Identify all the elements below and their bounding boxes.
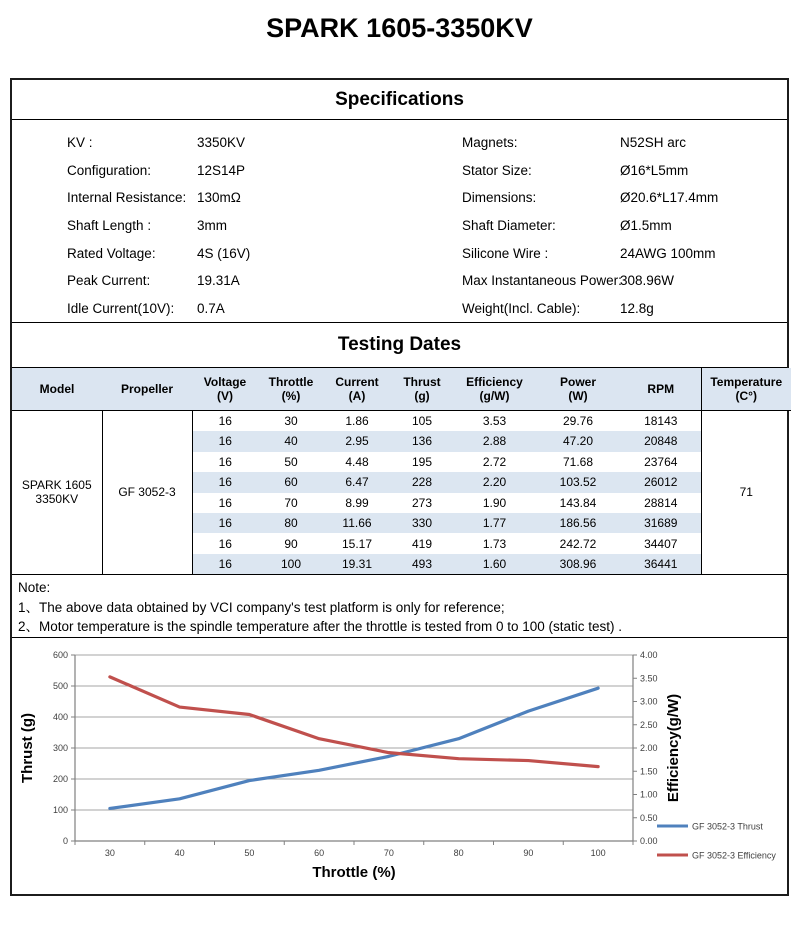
x-tick-label: 90 xyxy=(523,847,534,858)
left-tick-label: 600 xyxy=(52,649,68,660)
spec-value: 130mΩ xyxy=(197,190,241,206)
model-cell: SPARK 1605 3350KV xyxy=(21,478,92,507)
spec-label: Shaft Length : xyxy=(67,218,152,234)
spec-value: 24AWG 100mm xyxy=(620,245,716,261)
x-tick-label: 40 xyxy=(174,847,185,858)
data-cell: 23764 xyxy=(644,454,678,469)
x-tick-label: 50 xyxy=(244,847,255,858)
data-cell: 30 xyxy=(284,413,298,428)
data-cell: 143.84 xyxy=(559,495,597,510)
spec-label: Stator Size: xyxy=(462,162,532,178)
column-header-power: Power (W) xyxy=(535,368,621,410)
right-tick-label: 2.50 xyxy=(640,719,658,730)
data-cell: 18143 xyxy=(644,413,678,428)
spec-sheet xyxy=(10,78,789,896)
data-cell: 3.53 xyxy=(482,413,507,428)
spec-label: Silicone Wire : xyxy=(462,245,549,261)
right-tick-label: 0.50 xyxy=(640,812,658,823)
data-cell: 1.60 xyxy=(454,554,535,574)
chart-section xyxy=(12,638,787,899)
data-cell: 195 xyxy=(411,454,433,469)
column-header-rpm: RPM xyxy=(621,368,701,410)
specifications-heading: Specifications xyxy=(12,80,787,120)
column-header-propeller: Propeller xyxy=(102,368,192,410)
spec-value: 19.31A xyxy=(197,273,240,289)
data-cell: 15.17 xyxy=(341,536,373,551)
column-header-throttle: Throttle (%) xyxy=(258,368,324,410)
data-cell: 16 xyxy=(192,472,258,492)
spec-value: Ø16*L5mm xyxy=(620,162,689,178)
left-tick-label: 0 xyxy=(62,835,68,846)
right-y-axis-label: Efficiency(g/W) xyxy=(665,693,682,802)
data-cell: 16 xyxy=(192,410,258,431)
testing-dates-heading: Testing Dates xyxy=(12,323,787,368)
data-cell: 16 xyxy=(192,431,258,451)
spec-label: Magnets: xyxy=(462,135,518,151)
legend-label: GF 3052-3 Thrust xyxy=(692,821,763,832)
spec-label: Rated Voltage: xyxy=(67,245,156,261)
spec-value: 12S14P xyxy=(197,162,246,178)
data-cell: 1.73 xyxy=(482,536,507,551)
data-cell: 16 xyxy=(192,493,258,513)
specifications-section xyxy=(12,120,787,323)
spec-label: Shaft Diameter: xyxy=(462,218,556,234)
spec-value: 308.96W xyxy=(620,273,675,289)
data-cell: 6.47 xyxy=(324,472,390,492)
data-cell: 419 xyxy=(411,536,433,551)
data-cell: 242.72 xyxy=(559,536,597,551)
x-tick-label: 80 xyxy=(453,847,464,858)
testing-table-section xyxy=(12,368,787,575)
x-axis-label: Throttle (%) xyxy=(312,863,396,881)
data-cell: 29.76 xyxy=(562,413,594,428)
note-section xyxy=(12,575,787,638)
data-cell: 2.95 xyxy=(324,431,390,451)
left-tick-label: 400 xyxy=(52,711,68,722)
spec-label: Max Instantaneous Power: xyxy=(462,273,622,289)
data-cell: 2.72 xyxy=(482,454,507,469)
spec-value: 4S (16V) xyxy=(197,245,251,261)
x-tick-label: 30 xyxy=(104,847,115,858)
note-line: 1、The above data obtained by VCI company's test platform is only for reference; xyxy=(18,599,505,615)
data-cell: 136 xyxy=(390,431,454,451)
spec-label: Internal Resistance: xyxy=(67,190,187,206)
spec-label: Peak Current: xyxy=(67,273,151,289)
column-header-thrust: Thrust (g) xyxy=(390,368,454,410)
table-row xyxy=(12,410,791,431)
testing-table xyxy=(12,368,791,574)
left-tick-label: 300 xyxy=(52,742,68,753)
data-cell: 80 xyxy=(258,513,324,533)
data-cell: 493 xyxy=(390,554,454,574)
note-line: 2、Motor temperature is the spindle temperature after the throttle is tested from 0 to 100 (static test) . xyxy=(18,619,623,635)
data-cell: 1.77 xyxy=(454,513,535,533)
data-cell: 330 xyxy=(390,513,454,533)
right-tick-label: 0.00 xyxy=(640,835,658,846)
spec-value: 0.7A xyxy=(197,300,225,316)
data-cell: 186.56 xyxy=(535,513,621,533)
data-cell: 16 xyxy=(192,513,258,533)
spec-value: 12.8g xyxy=(620,300,654,316)
page-title: SPARK 1605-3350KV xyxy=(266,13,533,43)
data-cell: 70 xyxy=(284,495,298,510)
data-cell: 90 xyxy=(284,536,298,551)
temperature-cell: 71 xyxy=(701,410,791,574)
data-cell: 40 xyxy=(258,431,324,451)
data-cell: 16 xyxy=(192,452,258,472)
data-cell: 100 xyxy=(258,554,324,574)
x-tick-label: 100 xyxy=(590,847,606,858)
data-cell: 50 xyxy=(284,454,298,469)
data-cell: 34407 xyxy=(644,536,678,551)
data-cell: 2.20 xyxy=(454,472,535,492)
right-tick-label: 3.50 xyxy=(640,672,658,683)
x-tick-label: 70 xyxy=(383,847,394,858)
spec-label: Weight(Incl. Cable): xyxy=(462,300,581,316)
data-cell: 103.52 xyxy=(535,472,621,492)
data-cell: 71.68 xyxy=(562,454,594,469)
column-header-current: Current (A) xyxy=(324,368,390,410)
legend-label: GF 3052-3 Efficiency xyxy=(692,850,776,861)
note-title: Note: xyxy=(18,580,51,596)
data-cell: 16 xyxy=(192,554,258,574)
x-tick-label: 60 xyxy=(314,847,325,858)
specifications-grid xyxy=(67,129,787,322)
data-cell: 228 xyxy=(390,472,454,492)
throttle-thrust-efficiency-chart xyxy=(12,638,787,894)
spec-value: 3mm xyxy=(197,218,227,234)
data-cell: 26012 xyxy=(621,472,701,492)
data-cell: 2.88 xyxy=(454,431,535,451)
data-cell: 4.48 xyxy=(345,454,369,469)
right-tick-label: 4.00 xyxy=(640,649,658,660)
right-tick-label: 2.00 xyxy=(640,742,658,753)
spec-value: N52SH arc xyxy=(620,135,687,151)
data-cell: 1.86 xyxy=(345,413,369,428)
spec-value: Ø1.5mm xyxy=(620,218,672,234)
data-cell: 105 xyxy=(411,413,433,428)
data-cell: 28814 xyxy=(644,495,678,510)
spec-label: Configuration: xyxy=(67,162,152,178)
data-cell: 308.96 xyxy=(535,554,621,574)
spec-label: Idle Current(10V): xyxy=(67,300,175,316)
left-tick-label: 500 xyxy=(52,680,68,691)
spec-value: 3350KV xyxy=(197,135,246,151)
column-header-temperature: Temperature (C°) xyxy=(701,368,791,410)
data-cell: 20848 xyxy=(621,431,701,451)
data-cell: 19.31 xyxy=(324,554,390,574)
data-cell: 31689 xyxy=(621,513,701,533)
data-cell: 273 xyxy=(411,495,433,510)
spec-value: Ø20.6*L17.4mm xyxy=(620,190,719,206)
column-header-voltage: Voltage (V) xyxy=(192,368,258,410)
data-cell: 36441 xyxy=(621,554,701,574)
column-header-efficiency: Efficiency (g/W) xyxy=(454,368,535,410)
data-cell: 8.99 xyxy=(345,495,369,510)
propeller-cell: GF 3052-3 xyxy=(102,410,192,574)
spec-label: KV : xyxy=(67,135,93,151)
spec-label: Dimensions: xyxy=(462,190,537,206)
data-cell: 60 xyxy=(258,472,324,492)
right-tick-label: 1.00 xyxy=(640,789,658,800)
right-tick-label: 3.00 xyxy=(640,696,658,707)
left-tick-label: 100 xyxy=(52,804,68,815)
column-header-model: Model xyxy=(12,368,102,410)
data-cell: 1.90 xyxy=(482,495,507,510)
left-tick-label: 200 xyxy=(52,773,68,784)
left-y-axis-label: Thrust (g) xyxy=(19,712,36,783)
note-lines xyxy=(18,598,781,637)
right-tick-label: 1.50 xyxy=(640,765,658,776)
data-cell: 16 xyxy=(192,533,258,553)
data-cell: 11.66 xyxy=(324,513,390,533)
efficiency-line xyxy=(110,677,598,767)
data-cell: 47.20 xyxy=(535,431,621,451)
